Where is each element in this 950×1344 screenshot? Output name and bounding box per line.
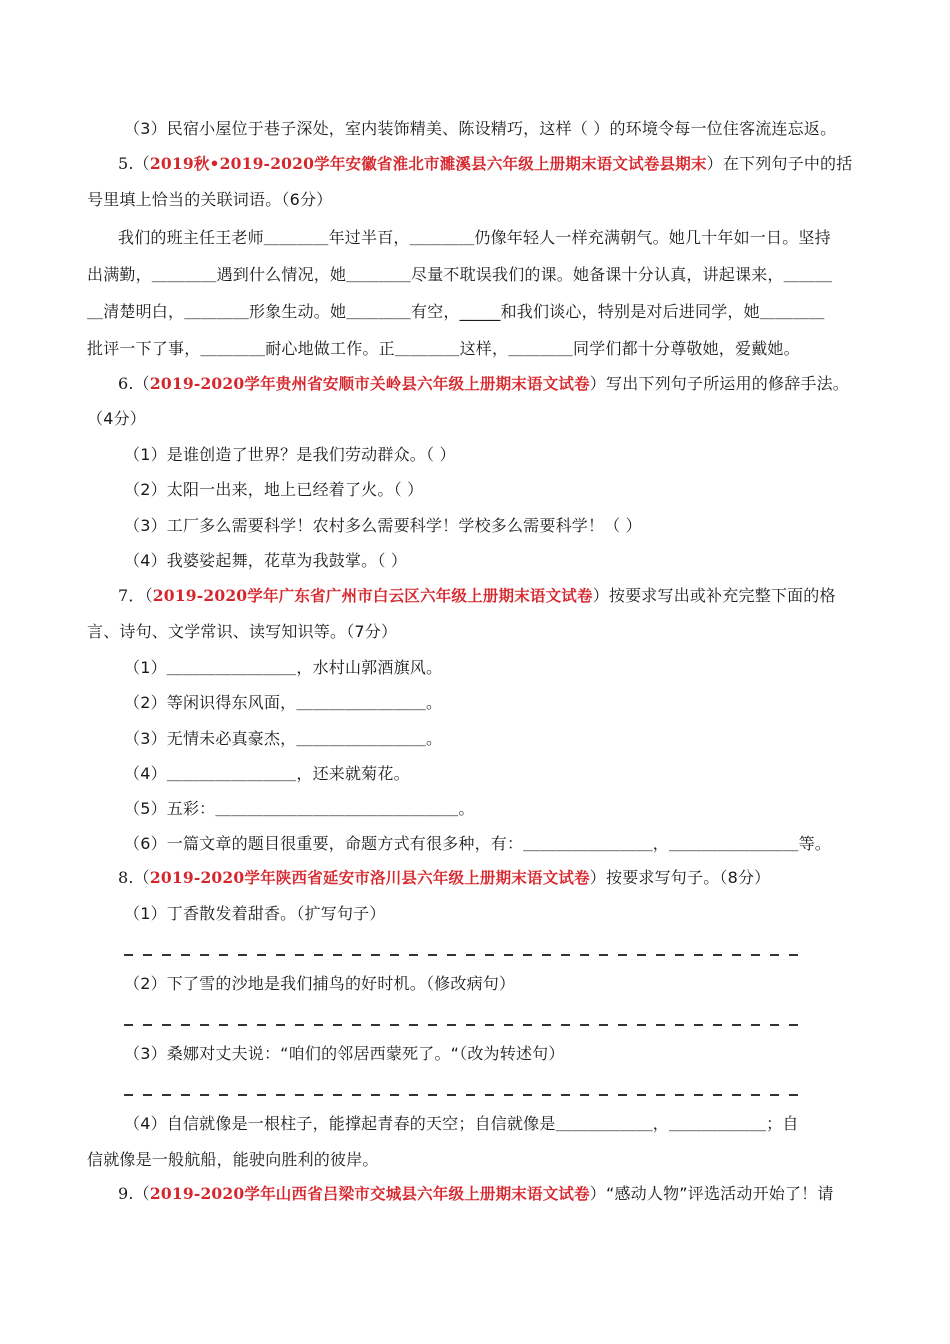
question-number: 8.（ (118, 868, 150, 887)
question-7-item-1: （1）＿＿＿＿＿＿＿＿，水村山郭酒旗风。 (124, 658, 443, 677)
question-7-item-4: （4）＿＿＿＿＿＿＿＿，还来就菊花。 (124, 764, 410, 783)
question-number: 5.（ (118, 154, 150, 173)
answer-line (124, 1024, 804, 1026)
question-9-header (118, 1182, 834, 1206)
question-6-item-2: （2）太阳一出来，地上已经着了火。（ ） (124, 480, 424, 499)
source-citation: 2019-2020学年陕西省延安市洛川县六年级上册期末语文试卷 (149, 868, 590, 887)
question-number: 7．（ (118, 586, 153, 605)
question-8-item-4: （4）自信就像是一根柱子，能撑起青春的天空；自信就像是＿＿＿＿＿＿，＿＿＿＿＿＿；自 (124, 1114, 799, 1133)
question-7-header (118, 584, 836, 608)
question-7-item-2: （2）等闲识得东风面，＿＿＿＿＿＿＿＿。 (124, 693, 443, 712)
source-citation: 2019秋•2019-2020学年安徽省淮北市濉溪县六年级上册期末语文试卷县期末 (149, 154, 707, 173)
q4-item-3: （3）民宿小屋位于巷子深处，室内装饰精美、陈设精巧，这样（ ）的环境令每一位住客流连忘返。 (124, 119, 837, 138)
paragraph-line: 我们的班主任王老师＿＿＿＿年过半百，＿＿＿＿仍像年轻人一样充满朝气。她几十年如一日。坚持 (118, 228, 831, 247)
question-6-score: （4分） (87, 409, 146, 428)
question-8-item-3: （3）桑娜对丈夫说：“咱们的邻居西蒙死了。“（改为转述句） (124, 1044, 565, 1063)
paragraph-line: 批评一下了事，＿＿＿＿耐心地做工作。正＿＿＿＿这样，＿＿＿＿同学们都十分尊敬她，爱戴她。 (87, 339, 800, 358)
source-citation: 2019-2020学年广东省广州市白云区六年级上册期末语文试卷 (152, 586, 593, 605)
question-prompt: ）在下列句子中的括 (706, 154, 853, 173)
question-7-item-6: （6）一篇文章的题目很重要，命题方式有很多种，有：＿＿＿＿＿＿＿＿，＿＿＿＿＿＿＿＿等。 (124, 834, 831, 853)
question-8-item-1: （1）丁香散发着甜香。（扩写句子） (124, 904, 386, 923)
question-prompt: ）“感动人物”评选活动开始了！请 (589, 1184, 834, 1203)
question-7-item-3: （3）无情未必真豪杰，＿＿＿＿＿＿＿＿。 (124, 729, 443, 748)
question-number: 9.（ (118, 1184, 150, 1203)
question-6-header (118, 372, 849, 396)
answer-line (124, 954, 804, 956)
question-prompt: ）按要求写句子。（8分） (589, 868, 771, 887)
question-8-header (118, 866, 770, 890)
question-5-header (118, 152, 852, 176)
question-number: 6.（ (118, 374, 150, 393)
source-citation: 2019-2020学年山西省吕梁市交城县六年级上册期末语文试卷 (149, 1184, 590, 1203)
question-6-item-3: （3）工厂多么需要科学！农村多么需要科学！学校多么需要科学！（ ） (124, 516, 642, 535)
question-8-item-4-cont: 信就像是一般航船，能驶向胜利的彼岸。 (87, 1150, 379, 1169)
paragraph-line: ＿清楚明白，＿＿＿＿形象生动。她＿＿＿＿有空，_____和我们谈心，特别是对后进同学，她＿＿＿＿ (87, 302, 825, 321)
question-prompt: ）写出下列句子所运用的修辞手法。 (589, 374, 849, 393)
question-7-prompt-cont: 言、诗句、文学常识、读写知识等。（7分） (87, 622, 398, 641)
question-prompt: ）按要求写出或补充完整下面的格 (592, 586, 836, 605)
question-5-prompt-cont: 号里填上恰当的关联词语。（6分） (87, 190, 333, 209)
source-citation: 2019-2020学年贵州省安顺市关岭县六年级上册期末语文试卷 (149, 374, 590, 393)
answer-line (124, 1094, 804, 1096)
question-6-item-4: （4）我婆娑起舞，花草为我鼓掌。（ ） (124, 551, 408, 570)
question-6-item-1: （1）是谁创造了世界？是我们劳动群众。（ ） (124, 445, 456, 464)
question-8-item-2: （2）下了雪的沙地是我们捕鸟的好时机。（修改病句） (124, 974, 516, 993)
paragraph-line: 出满勤，＿＿＿＿遇到什么情况，她＿＿＿＿尽量不耽误我们的课。她备课十分认真，讲起课来，＿＿＿ (87, 265, 833, 284)
question-7-item-5: （5）五彩：＿＿＿＿＿＿＿＿＿＿＿＿＿＿＿。 (124, 799, 475, 818)
